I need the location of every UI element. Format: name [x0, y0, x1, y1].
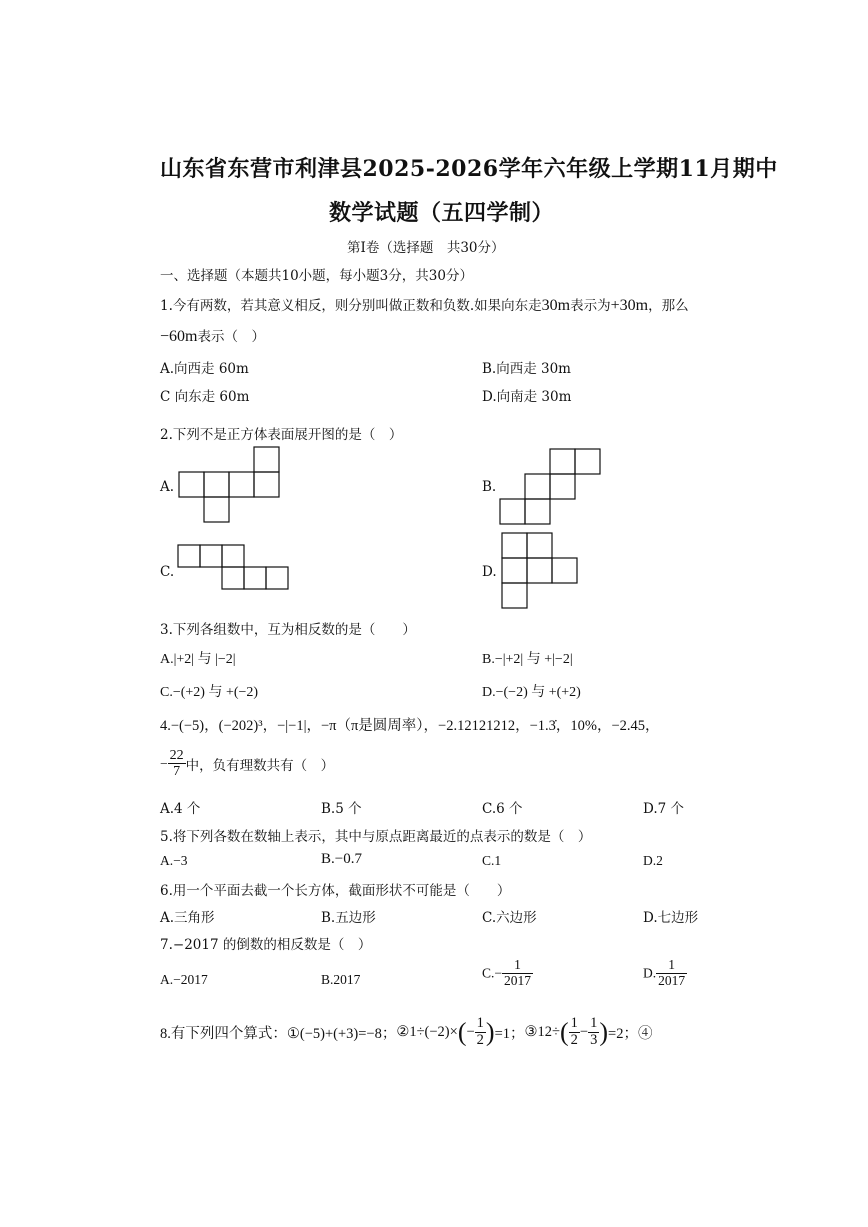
- q4-minus: −: [160, 755, 168, 771]
- question-5: 5.将下列各数在数轴上表示，其中与原点距离最近的点表示的数是（ ）: [160, 829, 592, 845]
- q8-expr-3a: ③12÷: [524, 1023, 560, 1040]
- question-3: 3.下列各组数中，互为相反数的是（ ）: [160, 622, 416, 638]
- q2-label-d[interactable]: D.: [482, 564, 497, 580]
- q1-option-a[interactable]: A.向西走 60m: [160, 361, 249, 377]
- q4-frac-den: 7: [173, 764, 181, 780]
- q8-frac-half: [475, 1016, 486, 1049]
- q8-frac-a-num: 1: [570, 1015, 578, 1031]
- q7-d-prefix: D.: [643, 965, 657, 981]
- q1-option-d[interactable]: D.向南走 30m: [482, 389, 572, 405]
- doc-title-line1: 山东省东营市利津县2025-2026学年六年级上学期11月期中: [160, 156, 778, 182]
- cube-net-a: [178, 446, 284, 526]
- q7-c-den: 2017: [504, 972, 531, 988]
- q8-expr-1: ①(−5)+(+3)=−8；: [286, 1025, 397, 1042]
- q1-text-c: ，那么: [648, 298, 689, 314]
- q7-d-den: 2017: [658, 972, 686, 988]
- q3-option-a[interactable]: A.|+2| 与 |−2|: [160, 652, 236, 667]
- q8-expr-2a: ②1÷(−2)×: [396, 1023, 458, 1040]
- q3-option-c[interactable]: C.−(+2) 与 +(−2): [160, 685, 259, 700]
- question-4-line2: [160, 748, 334, 780]
- question-1-line1: [160, 294, 689, 315]
- q1-math-30m: 30m: [541, 297, 571, 314]
- q7-c-prefix: C.−: [482, 965, 502, 981]
- q7-d-num: 1: [656, 958, 687, 974]
- q7-d-fraction: [656, 958, 687, 989]
- q4-line2-text: 中，负有理数共有（ ）: [185, 757, 335, 774]
- q7-c-num: 1: [502, 958, 533, 974]
- q1-math-minus60m: −60m: [160, 328, 198, 345]
- question-7: 7.−2017 的倒数的相反数是（ ）: [160, 937, 372, 953]
- q2-label-b[interactable]: B.: [482, 479, 497, 495]
- cube-net-c: [177, 544, 289, 592]
- q1-text-a: 1.今有两数，若其意义相反，则分别叫做正数和负数.如果向东走: [160, 298, 542, 314]
- q8-expr-3b: =2；④: [608, 1025, 653, 1042]
- q8-frac-b: [588, 1016, 599, 1049]
- part-heading: 一、选择题（本题共10小题，每小题3分，共30分）: [160, 268, 473, 284]
- q5-option-b[interactable]: B.−0.7: [321, 851, 362, 867]
- q7-option-c[interactable]: [482, 958, 533, 989]
- q1-text-b: 表示为: [570, 298, 611, 314]
- q8-frac-a: [569, 1016, 580, 1049]
- question-4-line1: 4.−(−5)，(−202)³，−|−1|，−π（π是圆周率），−2.12121212，−1.3̇，10%，−2.45，: [160, 718, 660, 734]
- question-8: 8.有下列四个算式：①(−5)+(+3)=−8；②1÷(−2)×(− $\frac{1}{2}$ )=1；③12÷( $\frac{1}{2}$ − $\frac{1}{3}$ )=2；④: [160, 1015, 653, 1048]
- q6-option-d[interactable]: D.七边形: [643, 910, 699, 926]
- q1-math-plus30m: +30m: [610, 297, 649, 314]
- q5-option-d[interactable]: D.2: [643, 853, 663, 868]
- section-heading: 第Ⅰ卷（选择题 共30分）: [347, 240, 505, 256]
- q8-minus-b: −: [579, 1023, 589, 1040]
- q8-frac-a-den: 2: [570, 1031, 578, 1048]
- q4-fraction: [168, 748, 186, 780]
- q8-frac-b-num: 1: [590, 1015, 598, 1031]
- question-2: 2.下列不是正方体表面展开图的是（ ）: [160, 427, 403, 443]
- q4-option-a[interactable]: A.4 个: [160, 801, 201, 817]
- q8-frac-b-den: 3: [590, 1031, 598, 1048]
- q8-expr-2b: =1；: [494, 1025, 525, 1042]
- cube-net-d: [501, 532, 581, 610]
- q8-minus-a: −: [466, 1023, 475, 1040]
- q6-option-a[interactable]: A.三角形: [160, 910, 215, 926]
- q6-option-c[interactable]: C.六边形: [482, 910, 537, 926]
- q1-text-d: 表示（ ）: [197, 329, 265, 345]
- q1-option-b[interactable]: B.向西走 30m: [482, 361, 571, 377]
- q7-option-b[interactable]: B.2017: [321, 972, 361, 987]
- q6-option-b[interactable]: B.五边形: [321, 910, 376, 926]
- q3-option-d[interactable]: D.−(−2) 与 +(+2): [482, 685, 581, 700]
- question-6: 6.用一个平面去截一个长方体，截面形状不可能是（ ）: [160, 883, 511, 899]
- q5-option-a[interactable]: A.−3: [160, 853, 188, 868]
- q7-option-a[interactable]: A.−2017: [160, 972, 208, 987]
- q8-prefix: 8.有下列四个算式：: [160, 1025, 287, 1042]
- q2-label-a[interactable]: A.: [160, 479, 175, 495]
- question-1-line2: [160, 325, 265, 346]
- q8-frac-half-num: 1: [476, 1015, 484, 1031]
- q4-option-c[interactable]: C.6 个: [482, 801, 523, 817]
- q5-option-c[interactable]: C.1: [482, 853, 502, 868]
- q4-option-d[interactable]: D.7 个: [643, 801, 685, 817]
- doc-title-line2: 数学试题（五四学制）: [329, 200, 555, 226]
- q4-option-b[interactable]: B.5 个: [321, 801, 362, 817]
- q2-label-c[interactable]: C.: [160, 564, 175, 580]
- q8-frac-half-den: 2: [476, 1031, 484, 1048]
- q3-option-b[interactable]: B.−|+2| 与 +|−2|: [482, 652, 573, 667]
- q1-option-c[interactable]: C 向东走 60m: [160, 389, 250, 405]
- q7-option-d[interactable]: [643, 958, 687, 989]
- q7-c-fraction: [502, 958, 533, 989]
- cube-net-b: [499, 448, 601, 526]
- q4-frac-num: 22: [169, 748, 184, 763]
